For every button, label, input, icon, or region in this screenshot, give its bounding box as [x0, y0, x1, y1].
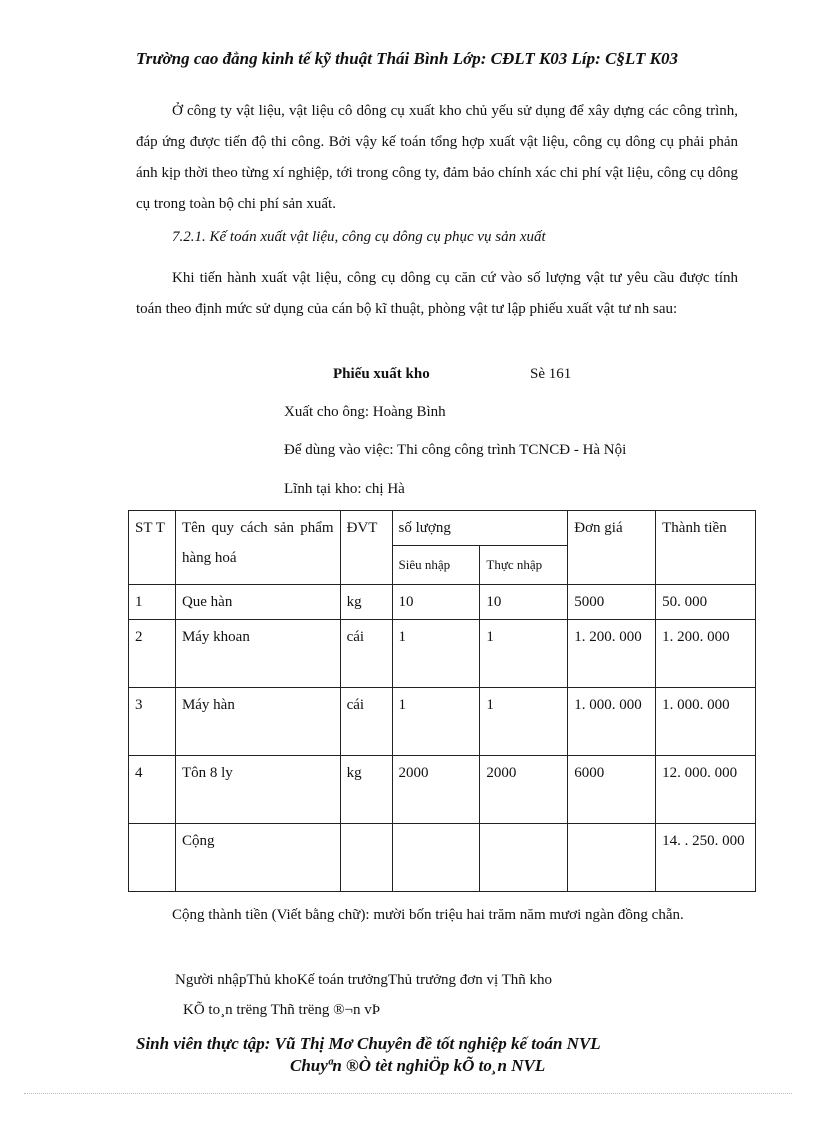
- cell-empty: [129, 824, 176, 892]
- page-header: Trường cao đẳng kinh tế kỹ thuật Thái Bình Lớp: CĐLT K03 Líp: C§LT K03: [136, 49, 678, 68]
- cell-price: 6000: [568, 756, 656, 824]
- table-row: [129, 756, 756, 824]
- paragraph-amount-in-words: Cộng thành tiền (Viết bằng chữ): mười bốn triệu hai trăm năm mươi ngàn đồng chẵn.: [172, 907, 684, 923]
- slip-warehouse: Lĩnh tại kho: chị Hà: [284, 481, 405, 497]
- table-row: [129, 688, 756, 756]
- cell-actual: 10: [480, 585, 568, 620]
- table-total-row: [129, 824, 756, 892]
- total-amount: 14. . 250. 000: [656, 824, 756, 892]
- header-name: Tên quy cách sản phẩm hàng hoá: [175, 511, 340, 585]
- header-qty-plan: Siêu nhập: [392, 546, 480, 585]
- cell-unit: kg: [340, 585, 392, 620]
- paragraph-intro: Ở công ty vật liệu, vật liệu cô dông cụ xuất kho chủ yếu sử dụng để xây dựng các công trình, đáp ứng được tiến độ thi công. Bởi vậy kế toán tổng hợp xuất vật liệu, công cụ dông cụ phải phản ánh kịp thời theo từng xí nghiệp, tới trong công ty, đảm bảo chính xác chi phí vật liệu, công cụ dông cụ trong toàn bộ chi phí sản xuất.: [136, 103, 738, 212]
- slip-recipient: Xuất cho ông: Hoàng Bình: [284, 404, 446, 420]
- cell-stt: 4: [129, 756, 176, 824]
- signature-roles-line1: Người nhậpThủ khoKế toán trưởngThủ trưởng đơn vị Thñ kho: [175, 972, 553, 988]
- header-price: Đơn giá: [568, 511, 656, 585]
- cell-empty: [340, 824, 392, 892]
- cell-stt: 1: [129, 585, 176, 620]
- cell-unit: cái: [340, 688, 392, 756]
- cell-plan: 10: [392, 585, 480, 620]
- cell-stt: 2: [129, 620, 176, 688]
- slip-number: Sè 161: [530, 366, 572, 382]
- cell-name: Máy khoan: [175, 620, 340, 688]
- cell-actual: 1: [480, 688, 568, 756]
- cell-price: 1. 200. 000: [568, 620, 656, 688]
- slip-purpose: Để dùng vào việc: Thi công công trình TCNCĐ - Hà Nội: [284, 442, 627, 458]
- cell-amount: 1. 000. 000: [656, 688, 756, 756]
- cell-unit: kg: [340, 756, 392, 824]
- cell-price: 5000: [568, 585, 656, 620]
- cell-amount: 50. 000: [656, 585, 756, 620]
- table-row: [129, 620, 756, 688]
- cell-plan: 2000: [392, 756, 480, 824]
- table-header-row: [129, 511, 756, 546]
- cell-actual: 2000: [480, 756, 568, 824]
- header-amount: Thành tiền: [656, 511, 756, 585]
- cell-name: Máy hàn: [175, 688, 340, 756]
- cell-price: 1. 000. 000: [568, 688, 656, 756]
- page-footer-line1: Sinh viên thực tập: Vũ Thị Mơ Chuyên đề tốt nghiệp kế toán NVL: [136, 1034, 601, 1053]
- page-footer-line2: Chuyªn ®Ò tèt nghiÖp kÕ to¸n NVL: [290, 1056, 546, 1075]
- signature-roles-line2: KÕ to¸n trëng Thñ trëng ®¬n vÞ: [183, 1002, 381, 1018]
- header-unit: ĐVT: [340, 511, 392, 585]
- cell-plan: 1: [392, 688, 480, 756]
- header-qty-actual: Thực nhập: [480, 546, 568, 585]
- total-label: Cộng: [175, 824, 340, 892]
- cell-name: Tôn 8 ly: [175, 756, 340, 824]
- cell-empty: [392, 824, 480, 892]
- slip-title: Phiếu xuất kho: [333, 366, 430, 382]
- paragraph-procedure: Khi tiến hành xuất vật liệu, công cụ dông cụ căn cứ vào số lượng vật tư yêu cầu được tính toán theo định mức sử dụng của cán bộ kĩ thuật, phòng vật tư lập phiếu xuất vật tư nh sau:: [136, 270, 738, 317]
- goods-issue-table: [128, 510, 756, 892]
- cell-amount: 1. 200. 000: [656, 620, 756, 688]
- page-bottom-divider: [24, 1093, 792, 1094]
- cell-unit: cái: [340, 620, 392, 688]
- cell-empty: [568, 824, 656, 892]
- cell-empty: [480, 824, 568, 892]
- header-stt: ST T: [129, 511, 176, 585]
- table-row: [129, 585, 756, 620]
- cell-stt: 3: [129, 688, 176, 756]
- cell-name: Que hàn: [175, 585, 340, 620]
- cell-amount: 12. 000. 000: [656, 756, 756, 824]
- section-heading: 7.2.1. Kế toán xuất vật liệu, công cụ dông cụ phục vụ sản xuất: [172, 229, 546, 245]
- header-qty: số lượng: [392, 511, 568, 546]
- cell-actual: 1: [480, 620, 568, 688]
- cell-plan: 1: [392, 620, 480, 688]
